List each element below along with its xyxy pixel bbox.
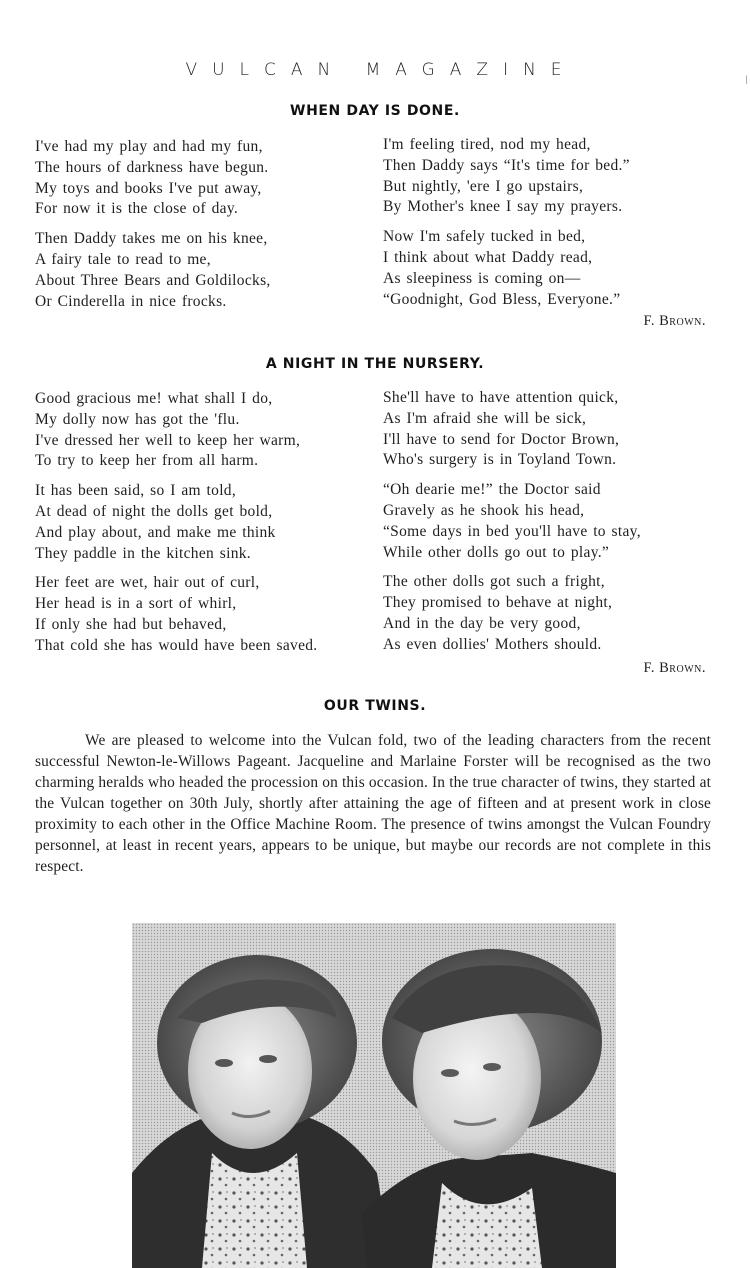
poem-line: “Goodnight, God Bless, Everyone.” xyxy=(383,290,621,308)
poem-line: Then Daddy takes me on his knee, xyxy=(35,230,268,248)
stanza xyxy=(383,227,630,310)
article-body: We are pleased to welcome into the Vulcan fold, two of the leading characters from the recent successful Newton-le-Willows Pageant. Jacqueline and Marlaine Forster will be recognised as the two charming heralds who headed the procession on this occasion. In the true character of twins, they started at the Vulcan together on 30th July, shortly after attaining the age of fifteen and at present work in close proximity to each other in the Office Machine Room. The presence of twins amongst the Vulcan Foundry personnel, at least in recent years, appears to be unique, but maybe our records are not complete in this respect. xyxy=(35,732,711,875)
poem-line: At dead of night the dolls get bold, xyxy=(35,502,273,520)
poem-2-right-column xyxy=(383,388,641,665)
stanza xyxy=(383,388,641,471)
left-twin-eye-right xyxy=(259,1055,277,1063)
poem-2-author: F. Brown. xyxy=(643,660,706,676)
poem-line: While other dolls go out to play.” xyxy=(383,543,610,561)
poem-line: And play about, and make me think xyxy=(35,523,276,541)
poem-line: Good gracious me! what shall I do, xyxy=(35,390,273,407)
poem-line: But nightly, 'ere I go upstairs, xyxy=(383,177,584,195)
poem-line: The hours of darkness have begun. xyxy=(35,158,269,176)
twins-photo xyxy=(132,923,616,1268)
poem-1-author: F. Brown. xyxy=(643,313,706,329)
stanza xyxy=(383,480,641,563)
stanza xyxy=(383,572,641,655)
masthead: VULCAN MAGAZINE xyxy=(185,60,577,80)
poem-line: I've had my play and had my fun, xyxy=(35,138,263,155)
poem-line: Her feet are wet, hair out of curl, xyxy=(35,574,260,592)
poem-line: If only she had but behaved, xyxy=(35,615,227,633)
poem-line: Her head is in a sort of whirl, xyxy=(35,595,237,613)
poem-line: Or Cinderella in nice frocks. xyxy=(35,292,227,310)
poem-line: My toys and books I've put away, xyxy=(35,179,262,197)
poem-line: By Mother's knee I say my prayers. xyxy=(383,198,623,216)
poem-line: She'll have to have attention quick, xyxy=(383,389,619,406)
poem-line: That cold she has would have been saved. xyxy=(35,636,318,654)
stanza xyxy=(35,481,317,564)
poem-line: A fairy tale to read to me, xyxy=(35,250,211,268)
poem-1-right-column xyxy=(383,135,630,319)
poem-line: “Some days in bed you'll have to stay, xyxy=(383,522,641,540)
poem-line: I've dressed her well to keep her warm, xyxy=(35,431,301,449)
poem-line: As even dollies' Mothers should. xyxy=(383,635,602,653)
poem-2-left-column xyxy=(35,389,317,666)
twins-photo-illustration xyxy=(132,923,616,1268)
poem-line: And in the day be very good, xyxy=(383,614,581,632)
poem-line: “Oh dearie me!” the Doctor said xyxy=(383,481,601,499)
right-twin-eye-right xyxy=(483,1063,501,1071)
poem-line: My dolly now has got the 'flu. xyxy=(35,410,240,428)
poem-line: The other dolls got such a fright, xyxy=(383,573,605,591)
poem-line: Now I'm safely tucked in bed, xyxy=(383,228,586,246)
poem-line: I think about what Daddy read, xyxy=(383,248,593,266)
poem-line: About Three Bears and Goldilocks, xyxy=(35,271,271,289)
poem-1-left-column xyxy=(35,137,271,321)
right-twin-eye-left xyxy=(441,1069,459,1077)
stanza xyxy=(35,389,317,472)
poem-line: Then Daddy says “It's time for bed.” xyxy=(383,156,630,174)
poem-line: They paddle in the kitchen sink. xyxy=(35,544,251,562)
poem-line: As sleepiness is coming on— xyxy=(383,269,581,287)
poem-line: I'm feeling tired, nod my head, xyxy=(383,136,591,153)
poem-line: To try to keep her from all harm. xyxy=(35,452,259,470)
page-speck: / xyxy=(742,74,750,87)
article-title-our-twins: OUR TWINS. xyxy=(323,698,427,714)
poem-title-a-night-in-the-nursery: A NIGHT IN THE NURSERY. xyxy=(265,356,485,372)
poem-title-when-day-is-done: WHEN DAY IS DONE. xyxy=(290,103,460,119)
poem-line: It has been said, so I am told, xyxy=(35,482,237,500)
poem-line: As I'm afraid she will be sick, xyxy=(383,409,587,427)
stanza xyxy=(35,573,317,656)
stanza xyxy=(35,229,271,312)
poem-line: Gravely as he shook his head, xyxy=(383,501,585,519)
left-twin-eye-left xyxy=(215,1059,233,1067)
poem-line: For now it is the close of day. xyxy=(35,200,239,218)
poem-line: They promised to behave at night, xyxy=(383,594,613,612)
stanza xyxy=(383,135,630,218)
poem-line: I'll have to send for Doctor Brown, xyxy=(383,430,620,448)
stanza xyxy=(35,137,271,220)
poem-line: Who's surgery is in Toyland Town. xyxy=(383,451,617,469)
